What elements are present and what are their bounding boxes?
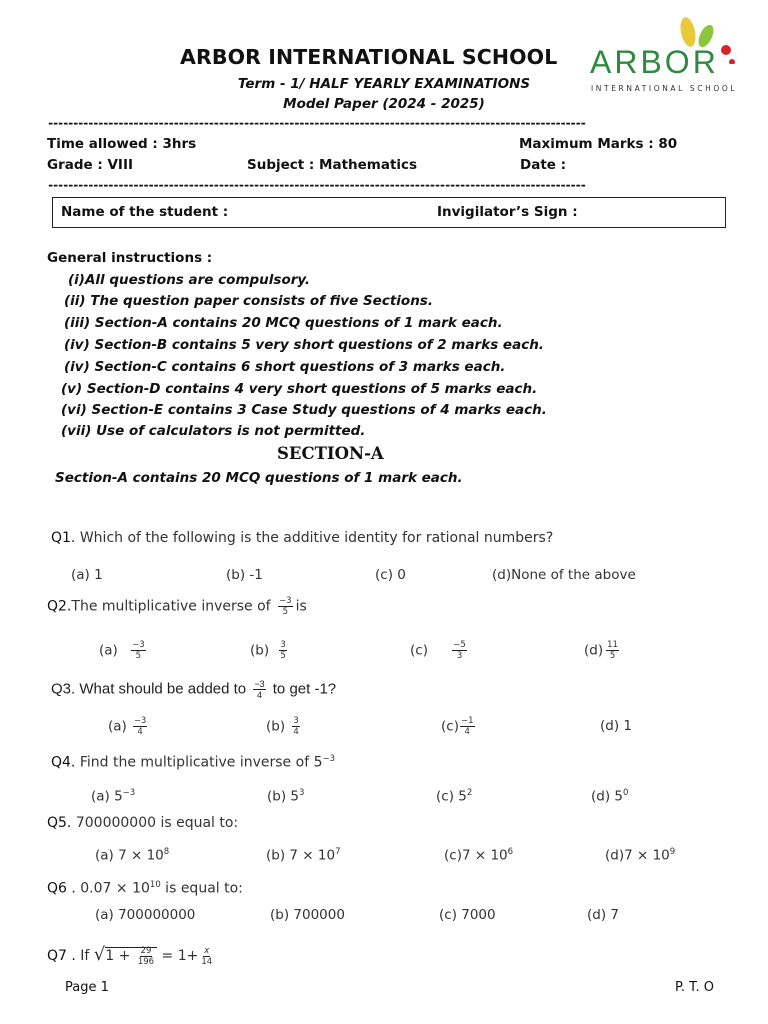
date-label: Date : — [520, 157, 567, 173]
instruction-item: (ii) The question paper consists of five Sections. — [64, 293, 433, 309]
fraction: $\frac{x}{14}$ — [201, 945, 213, 967]
option-d: (d) 1 — [600, 718, 632, 734]
question-2 — [47, 596, 307, 617]
question-text: 0.07 × 10 — [75, 880, 150, 897]
question-4 — [51, 754, 335, 771]
school-name: ARBOR INTERNATIONAL SCHOOL — [180, 45, 558, 69]
question-number: Q1. — [51, 530, 76, 546]
option-c: (c) $\frac{-1}{4}$ — [441, 716, 474, 737]
option-b: (b) $\frac{3}{5}$ — [250, 640, 286, 661]
subject: Subject : Mathematics — [247, 157, 418, 173]
time-allowed: Time allowed : 3hrs — [47, 136, 197, 152]
divider-bottom: ----------------------------------------------------------------------------------------------------------- — [47, 178, 585, 192]
question-text-after: to get -1? — [272, 680, 337, 698]
maximum-marks: Maximum Marks : 80 — [519, 136, 678, 152]
question-number: Q7 . — [47, 948, 76, 964]
question-3 — [51, 679, 336, 700]
question-text-after: is — [295, 598, 307, 615]
option-c: (c) 7000 — [439, 907, 496, 923]
question-text: 700000000 is equal to: — [71, 815, 239, 831]
option-b: (b) $7 \times 10^7$ — [266, 847, 341, 864]
sqrt-icon: √ — [93, 944, 106, 965]
option-d: (d) $\frac{11}{5}$ — [584, 640, 618, 661]
logo-text: ARBOR — [590, 44, 719, 80]
option-c: (c) $5^2$ — [436, 788, 473, 805]
instruction-item: (iii) Section-A contains 20 MCQ questions of 1 mark each. — [64, 315, 503, 331]
option-b: (b) 700000 — [270, 907, 345, 923]
fraction: $\frac{-3}{5}$ — [279, 596, 292, 617]
question-text-after: is equal to: — [160, 880, 243, 897]
section-a-title: SECTION-A — [277, 444, 384, 463]
model-paper-year: Model Paper (2024 - 2025) — [283, 96, 485, 112]
question-7 — [47, 944, 215, 967]
option-c: (c) $\frac{-5}{3}$ — [410, 640, 466, 661]
question-text: Which of the following is the additive identity for rational numbers? — [75, 530, 554, 546]
option-a: (a) 700000000 — [95, 907, 196, 923]
option-a: (a) 1 — [71, 567, 103, 583]
option-d: $(d)7 \times 10^9$ — [605, 847, 676, 864]
instruction-item: (iv) Section-B contains 5 very short questions of 2 marks each. — [64, 337, 544, 353]
option-d: (d)None of the above — [492, 567, 636, 583]
section-a-note: Section-A contains 20 MCQ questions of 1 mark each. — [55, 470, 463, 486]
option-d: (d) 7 — [587, 907, 619, 923]
question-number: Q2. — [47, 598, 72, 615]
question-text: If — [75, 948, 94, 964]
logo-subtitle: INTERNATIONAL SCHOOL — [591, 84, 738, 93]
question-1 — [51, 530, 553, 546]
instruction-item: (i)All questions are compulsory. — [68, 272, 311, 288]
question-number: Q6 . — [47, 880, 76, 897]
instruction-item: (iv) Section-C contains 6 short questions of 3 marks each. — [64, 359, 506, 375]
grade: Grade : VIII — [47, 157, 133, 173]
question-text: What should be added to — [79, 680, 247, 698]
option-b: (b) $\frac{3}{4}$ — [266, 716, 299, 737]
option-b: (b) -1 — [226, 567, 263, 583]
instructions-title: General instructions : — [47, 250, 213, 266]
question-number: Q4. — [51, 754, 76, 771]
invigilator-sign-label: Invigilator’s Sign : — [437, 204, 578, 220]
question-number: Q3. — [51, 680, 76, 698]
question-6 — [47, 880, 243, 897]
pto-label: P. T. O — [675, 980, 714, 995]
question-5 — [47, 815, 238, 831]
exam-term: Term - 1/ HALF YEARLY EXAMINATIONS — [237, 76, 531, 92]
equation-equals: = 1+ — [157, 948, 199, 964]
option-b: (b) $5^3$ — [267, 788, 305, 805]
option-a: (a) $\frac{-3}{4}$ — [108, 716, 147, 737]
exponent: 10 — [149, 880, 161, 890]
question-text: The multiplicative inverse of — [71, 598, 271, 615]
option-a: (a) $7 \times 10^8$ — [95, 847, 170, 864]
question-number: Q5. — [47, 815, 72, 831]
fraction: $\frac{-3}{4}$ — [254, 679, 265, 700]
instruction-item: (vi) Section-E contains 3 Case Study questions of 4 marks each. — [61, 402, 547, 418]
radicand: 1 + $\frac{29}{196}$ — [105, 947, 157, 964]
option-d: (d) $5^0$ — [591, 788, 629, 805]
instruction-item: (vii) Use of calculators is not permitted. — [61, 423, 366, 439]
option-c: $(c)7 \times 10^6$ — [444, 847, 514, 864]
question-text: Find the multiplicative inverse of 5 — [75, 754, 323, 771]
page-number: Page 1 — [65, 980, 109, 995]
exponent: −3 — [322, 754, 336, 764]
student-name-label: Name of the student : — [61, 204, 229, 220]
option-a: (a) $\frac{-3}{5}$ — [99, 640, 145, 661]
instruction-item: (v) Section-D contains 4 very short questions of 5 marks each. — [61, 381, 538, 397]
option-a: (a) $5^{-3}$ — [91, 788, 136, 805]
option-c: (c) 0 — [375, 567, 406, 583]
divider-top: ----------------------------------------------------------------------------------------------------------- — [47, 116, 585, 130]
